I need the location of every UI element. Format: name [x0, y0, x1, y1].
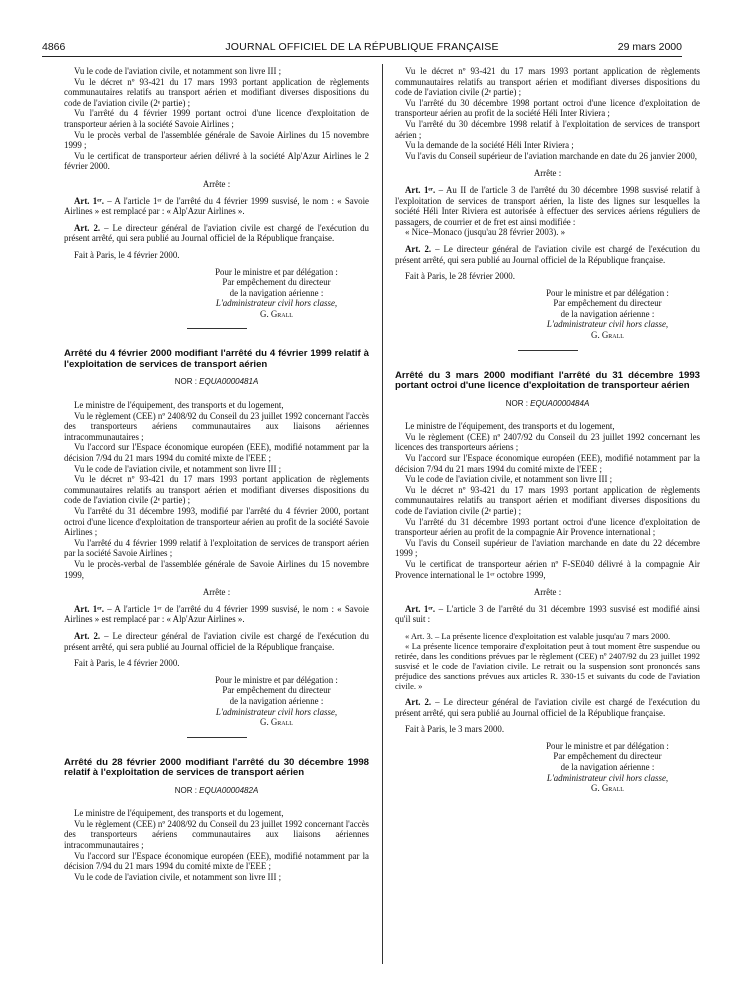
- page-number: 4866: [42, 41, 66, 53]
- article-label: Art. 2.: [405, 696, 432, 707]
- signature-block: [184, 267, 369, 320]
- nor-reference: NOR : EQUA0000481A: [174, 377, 259, 387]
- visa: Vu le règlement (CEE) nº 2407/92 du Conseil du 23 juillet 1992 concernant les licences des transporteurs aériens ;: [395, 431, 700, 453]
- visa: Vu le décret nº 93-421 du 17 mars 1993 portant application de règlements communautaires relatifs au transport aérien et modifiant diverses dispositions du code de l'aviation civile (2ᵉ partie) ;: [395, 484, 700, 516]
- article-text: – L'article 3 de l'arrêté du 31 décembre 1993 susvisé est modifié ainsi qu'il suit :: [395, 603, 701, 625]
- visa: Vu le code de l'aviation civile, et notamment son livre III ;: [74, 871, 282, 882]
- decree-heading: Arrêté du 28 février 2000 modifiant l'arrêté du 30 décembre 1998 relatif à l'exploitation de services de transport aérien: [64, 756, 369, 779]
- arrete-label: Arrête :: [533, 168, 562, 179]
- visa: Vu le certificat de transporteur aérien délivré à la société Alp'Azur Airlines le 2 février 2000.: [64, 150, 369, 172]
- article-text: – A l'article 1ᵉʳ de l'arrêté du 4 février 1999 susvisé, le nom : « Savoie Airlines » est remplacé par : « Alp'Azur Airlines ».: [64, 195, 369, 217]
- signature-line: Pour le ministre et par délégation :: [546, 287, 669, 298]
- article-text: – Le directeur général de l'aviation civile est chargé de l'exécution du présent arrêté, qui sera publié au Journal officiel de la République française.: [395, 243, 700, 265]
- visa: Vu l'arrêté du 31 décembre 1993 portant octroi d'une licence d'exploitation de transporteur aérien au profit de la compagnie Air Provence international ;: [395, 516, 700, 538]
- column-divider: [382, 64, 383, 964]
- signature-line: Pour le ministre et par délégation :: [215, 674, 338, 685]
- visa: Vu l'arrêté du 4 février 1999 portant octroi d'une licence d'exploitation de transporteur aérien à la société Savoie Airlines ;: [64, 108, 369, 129]
- nor-reference: NOR : EQUA0000482A: [174, 785, 259, 795]
- header-rule: [42, 56, 682, 57]
- signature-line: de la navigation aérienne :: [560, 761, 655, 772]
- article-text: – Le directeur général de l'aviation civile est chargé de l'exécution du présent arrêté, qui sera publié au Journal officiel de la République française.: [64, 630, 369, 652]
- signature-line: Pour le ministre et par délégation :: [546, 740, 669, 751]
- article-text: – Le directeur général de l'aviation civile est chargé de l'exécution du présent arrêté, qui sera publié au Journal officiel de la République française.: [64, 222, 369, 244]
- signature-block: [184, 675, 369, 728]
- visa: Le ministre de l'équipement, des transports et du logement,: [74, 400, 284, 411]
- signature-block: [515, 288, 700, 341]
- visa: Vu le code de l'aviation civile, et notamment son livre III ;: [74, 463, 282, 474]
- visa: Vu le code de l'aviation civile, et notamment son livre III ;: [74, 66, 282, 76]
- signatory-name: G. Grall: [260, 717, 293, 728]
- decree-1-visas: [64, 66, 369, 172]
- arrete-label: Arrête :: [533, 587, 562, 598]
- visa: Vu le certificat de transporteur aérien nº F-SE040 délivré à la compagnie Air Provence international le 1ᵉʳ octobre 1999,: [395, 558, 700, 580]
- article-label: Art. 1ᵉʳ.: [405, 184, 436, 195]
- visa: Vu l'arrêté du 31 décembre 1993, modifié par l'arrêté du 4 février 2000, portant octroi d'une licence d'exploitation de transporteur aérien au profit de la société Savoie Airlines ;: [64, 506, 369, 538]
- article-text: – A l'article 1ᵉʳ de l'arrêté du 4 février 1999 susvisé, le nom : « Savoie Airlines » est remplacé par : « Alp'Azur Airlines ».: [64, 603, 369, 625]
- signatory-name: G. Grall: [591, 783, 624, 794]
- fait-a-paris: Fait à Paris, le 4 février 2000.: [74, 249, 180, 260]
- visa: Vu la demande de la société Héli Inter Riviera ;: [405, 140, 574, 151]
- arrete-label: Arrête :: [202, 178, 231, 189]
- signature-line: Par empêchement du directeur: [553, 298, 662, 309]
- visa: Vu l'accord sur l'Espace économique européen (EEE), modifié notamment par la décision 7/94 du 21 mars 1994 du comité mixte de l'EEE ;: [395, 453, 700, 474]
- article-1: [64, 604, 369, 625]
- signature-line: de la navigation aérienne :: [560, 308, 655, 319]
- signatory-title: L'administrateur civil hors classe,: [546, 772, 669, 783]
- section-separator: [518, 350, 578, 351]
- right-column: [395, 66, 700, 794]
- visa: Vu le procès verbal de l'assemblée générale de Savoie Airlines du 15 novembre 1999 ;: [64, 129, 369, 151]
- signatory-title: L'administrateur civil hors classe,: [546, 319, 669, 330]
- decree-heading: Arrêté du 4 février 2000 modifiant l'arrêté du 4 février 1999 relatif à l'exploitation de services de transport aérien: [64, 348, 369, 370]
- article-quote: « La présente licence temporaire d'exploitation peut à tout moment être suspendue ou retirée, dans les conditions prévues par le règlement (CEE) nº 2407/92 du 23 juillet 1992 susvisé et le code de l'aviation civile. Le retrait ou la suspension sont prononcés sans préjudice des sanctions prévues aux articles R. 330-15 et suivants du code de l'aviation civile. »: [395, 640, 700, 691]
- section-separator: [187, 737, 247, 738]
- article-label: Art. 1ᵉʳ.: [74, 603, 104, 614]
- visa: Vu l'accord sur l'Espace économique européen (EEE), modifié notamment par la décision 7/94 du 21 mars 1994 du comité mixte de l'EEE ;: [64, 850, 369, 872]
- visa: Vu l'avis du Conseil supérieur de l'aviation marchande en date du 26 janvier 2000,: [405, 150, 698, 161]
- signatory-name: G. Grall: [260, 308, 293, 319]
- visa: Vu le décret nº 93-421 du 17 mars 1993 portant application de règlements communautaires relatifs au transport aérien et modifiant diverses dispositions du code de l'aviation civile (2ᵉ partie) ;: [395, 66, 700, 98]
- nor-code: EQUA0000484A: [530, 398, 590, 408]
- fait-a-paris: Fait à Paris, le 3 mars 2000.: [405, 724, 505, 735]
- left-column: [64, 66, 369, 882]
- visa: Vu le règlement (CEE) nº 2408/92 du Conseil du 23 juillet 1992 concernant l'accès des transporteurs aériens communautaires aux liaisons aériennes intracommunautaires ;: [64, 410, 369, 442]
- visa: Vu le code de l'aviation civile, et notamment son livre III ;: [405, 474, 613, 485]
- visa: Vu le décret nº 93-421 du 17 mars 1993 portant application de règlements communautaires relatifs au transport aérien et modifiant diverses dispositions du code de l'aviation civile (2ᵉ partie) ;: [64, 474, 369, 506]
- article-1: [395, 185, 700, 227]
- article-label: Art. 2.: [74, 222, 101, 233]
- fait-a-paris: Fait à Paris, le 4 février 2000.: [74, 658, 180, 669]
- signatory-title: L'administrateur civil hors classe,: [215, 298, 338, 309]
- signature-block: [515, 741, 700, 794]
- page-header: [42, 41, 682, 55]
- article-text: – Au II de l'article 3 de l'arrêté du 30 décembre 1998 susvisé relatif à l'exploitation de services de transport aérien, la liste des lignes sur lesquelles la société Héli Inter Riviera est autorisée à effectuer des services aériens réguliers de passagers, de courrier et de fret est ainsi modifiée :: [395, 184, 700, 227]
- article-label: Art. 2.: [405, 243, 432, 254]
- nor-code: EQUA0000482A: [199, 785, 259, 795]
- article-1: [64, 196, 369, 217]
- signature-line: Pour le ministre et par délégation :: [215, 266, 338, 277]
- article-quote: « Nice–Monaco (jusqu'au 28 février 2003). »: [405, 227, 566, 238]
- signature-line: de la navigation aérienne :: [229, 695, 324, 706]
- nor-reference: NOR : EQUA0000484A: [505, 398, 590, 408]
- visa: Vu l'avis du Conseil supérieur de l'aviation marchande en date du 22 décembre 1999 ;: [395, 537, 700, 559]
- signatory-name: G. Grall: [591, 330, 624, 341]
- article-2: [395, 697, 700, 718]
- visa: Vu le procès-verbal de l'assemblée générale de Savoie Airlines du 15 novembre 1999,: [64, 558, 369, 580]
- article-2: [64, 223, 369, 244]
- journal-title: JOURNAL OFFICIEL DE LA RÉPUBLIQUE FRANÇAISE: [225, 41, 499, 53]
- visa: Vu le décret nº 93-421 du 17 mars 1993 portant application de règlements communautaires relatifs au transport aérien et modifiant diverses dispositions du code de l'aviation civile (2ᵉ partie) ;: [64, 76, 369, 108]
- signature-line: de la navigation aérienne :: [229, 287, 324, 298]
- fait-a-paris: Fait à Paris, le 28 février 2000.: [405, 271, 515, 282]
- section-separator: [187, 328, 247, 329]
- issue-date: 29 mars 2000: [617, 41, 682, 53]
- signatory-title: L'administrateur civil hors classe,: [215, 706, 338, 717]
- visa: Vu l'arrêté du 30 décembre 1998 relatif à l'exploitation de services de transport aérien ;: [395, 118, 700, 140]
- article-1: [395, 604, 700, 625]
- article-text: – Le directeur général de l'aviation civile est chargé de l'exécution du présent arrêté, qui sera publié au Journal officiel de la République française.: [395, 696, 700, 718]
- visa: Le ministre de l'équipement, des transports et du logement,: [74, 808, 284, 819]
- arrete-label: Arrête :: [202, 587, 231, 598]
- signature-line: Par empêchement du directeur: [222, 685, 331, 696]
- visa: Vu l'accord sur l'Espace économique européen (EEE), modifié notamment par la décision 7/94 du 21 mars 1994 du comité mixte de l'EEE ;: [64, 442, 369, 464]
- visa: Vu l'arrêté du 30 décembre 1998 portant octroi d'une licence d'exploitation de transporteur aérien au profit de la société Héli Inter Riviera ;: [395, 97, 700, 119]
- decree-heading: Arrêté du 3 mars 2000 modifiant l'arrêté du 31 décembre 1993 portant octroi d'une licence d'exploitation de transporteur aérien: [395, 369, 700, 392]
- visa: Vu le règlement (CEE) nº 2408/92 du Conseil du 23 juillet 1992 concernant l'accès des transporteurs aériens communautaires aux liaisons aériennes intracommunautaires ;: [64, 818, 369, 851]
- visa: Vu l'arrêté du 4 février 1999 relatif à l'exploitation de services de transport aérien par la société Savoie Airlines ;: [64, 537, 369, 559]
- article-2: [395, 244, 700, 265]
- signature-line: Par empêchement du directeur: [222, 277, 331, 288]
- visa: Le ministre de l'équipement, des transports et du logement,: [405, 421, 615, 432]
- nor-code: EQUA0000481A: [199, 377, 259, 387]
- signature-line: Par empêchement du directeur: [553, 751, 662, 762]
- article-label: Art. 1ᵉʳ.: [405, 603, 436, 614]
- article-label: Art. 2.: [74, 630, 101, 641]
- article-label: Art. 1ᵉʳ.: [74, 195, 104, 206]
- article-quote: « Art. 3. – La présente licence d'exploitation est valable jusqu'au 7 mars 2000.: [405, 630, 671, 641]
- article-2: [64, 631, 369, 652]
